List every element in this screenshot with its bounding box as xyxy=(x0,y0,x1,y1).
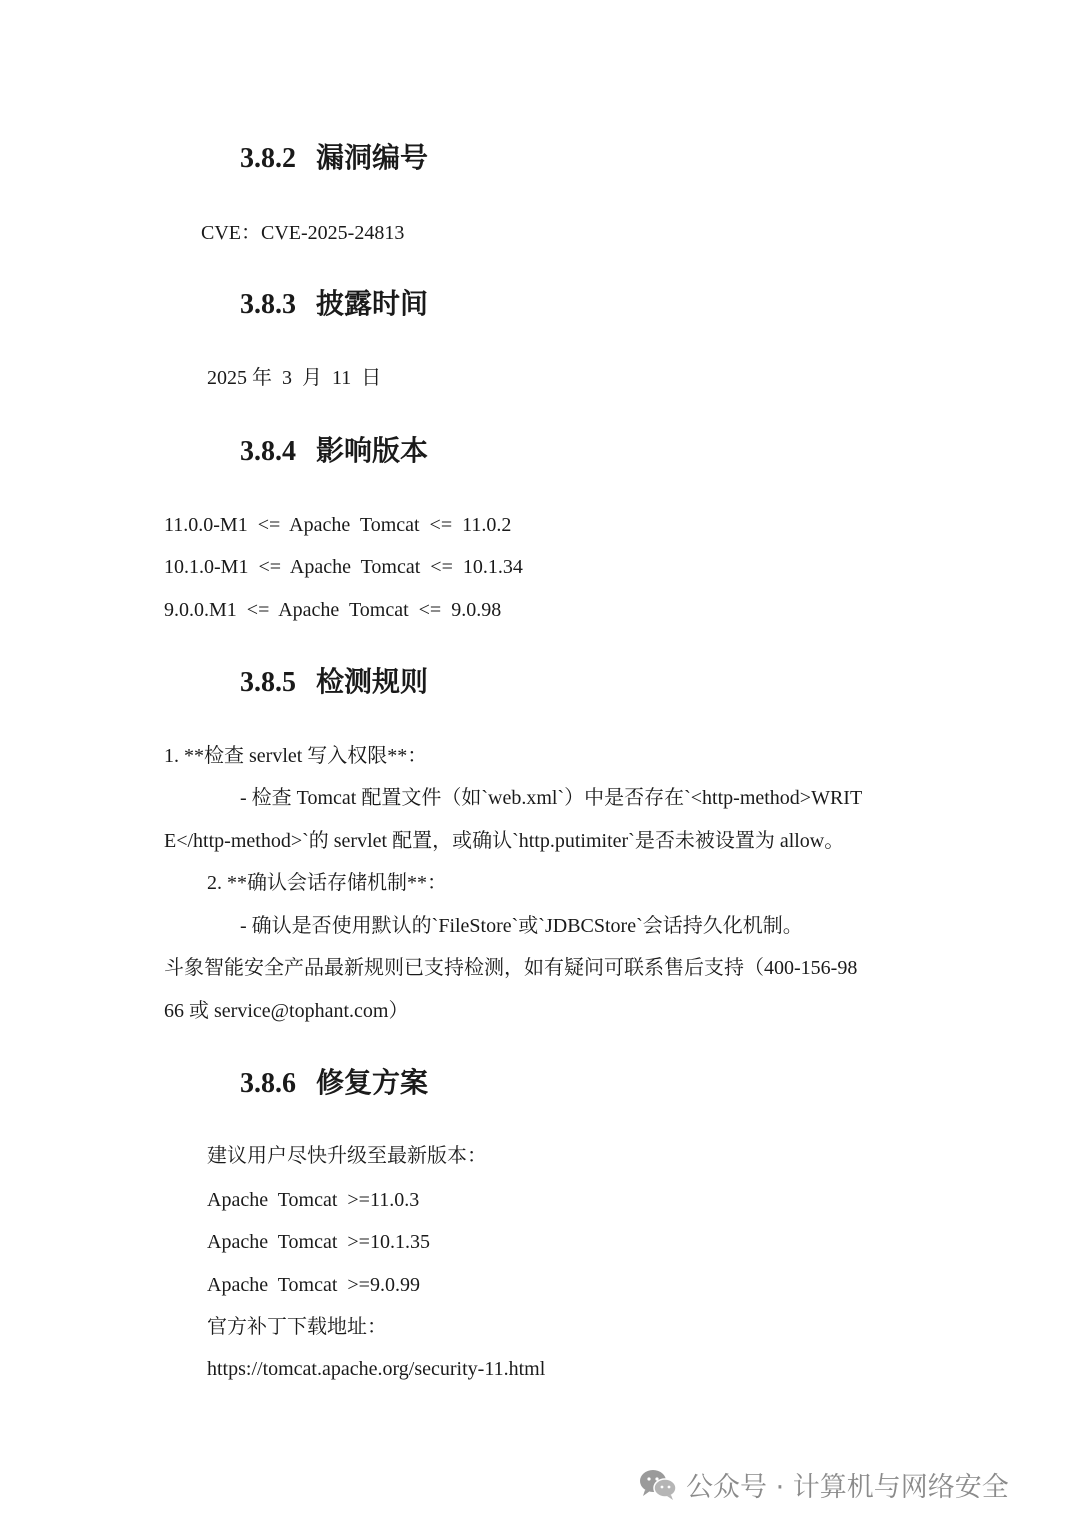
section-title: 检测规则 xyxy=(316,667,429,698)
wechat-icon xyxy=(638,1467,678,1501)
detection-item-1-detail: - 检查 Tomcat 配置文件（如`web.xml`）中是否存在`<http-method>WRIT xyxy=(240,787,863,809)
affected-version-line: 11.0.0-M1 <= Apache Tomcat <= 11.0.2 xyxy=(164,514,512,536)
support-note: 斗象智能安全产品最新规则已支持检测，如有疑问可联系售后支持（400-156-98 xyxy=(164,957,858,979)
section-title: 影响版本 xyxy=(316,436,429,467)
section-number: 3.8.3 xyxy=(240,289,296,320)
section-title: 披露时间 xyxy=(316,289,429,320)
disclosure-date: 2025 年 3 月 11 日 xyxy=(207,367,382,389)
patch-url-link[interactable]: https://tomcat.apache.org/security-11.html xyxy=(207,1358,546,1380)
detection-item-2: 2. **确认会话存储机制**： xyxy=(207,872,447,894)
detection-item-1: 1. **检查 servlet 写入权限**： xyxy=(164,745,428,767)
wechat-watermark xyxy=(638,1462,1009,1506)
patch-label: 官方补丁下载地址： xyxy=(207,1316,387,1338)
detection-item-2-detail: - 确认是否使用默认的`FileStore`或`JDBCStore`会话持久化机制。 xyxy=(240,915,803,937)
section-title: 漏洞编号 xyxy=(316,143,429,174)
section-number: 3.8.5 xyxy=(240,667,296,698)
affected-version-line: 9.0.0.M1 <= Apache Tomcat <= 9.0.98 xyxy=(164,599,502,621)
fix-version-line: Apache Tomcat >=9.0.99 xyxy=(207,1274,420,1296)
section-title: 修复方案 xyxy=(316,1068,429,1099)
support-note-cont: 66 或 service@tophant.com） xyxy=(164,1000,409,1022)
watermark-text: 公众号 · 计算机与网络安全 xyxy=(686,1471,1009,1503)
affected-version-line: 10.1.0-M1 <= Apache Tomcat <= 10.1.34 xyxy=(164,556,523,578)
section-heading-3-8-6 xyxy=(240,1066,428,1102)
section-number: 3.8.2 xyxy=(240,143,296,174)
cve-id-line: CVE：CVE-2025-24813 xyxy=(201,222,405,244)
section-heading-3-8-5 xyxy=(240,665,428,701)
section-number: 3.8.4 xyxy=(240,436,296,467)
section-number: 3.8.6 xyxy=(240,1068,296,1099)
fix-version-line: Apache Tomcat >=10.1.35 xyxy=(207,1231,430,1253)
detection-item-1-detail-cont: E</http-method>`的 servlet 配置，或确认`http.putimiter`是否未被设置为 allow。 xyxy=(164,830,845,852)
section-heading-3-8-2 xyxy=(240,141,428,177)
fix-version-line: Apache Tomcat >=11.0.3 xyxy=(207,1189,420,1211)
section-heading-3-8-3 xyxy=(240,287,428,323)
fix-intro: 建议用户尽快升级至最新版本： xyxy=(207,1145,487,1167)
section-heading-3-8-4 xyxy=(240,434,428,470)
